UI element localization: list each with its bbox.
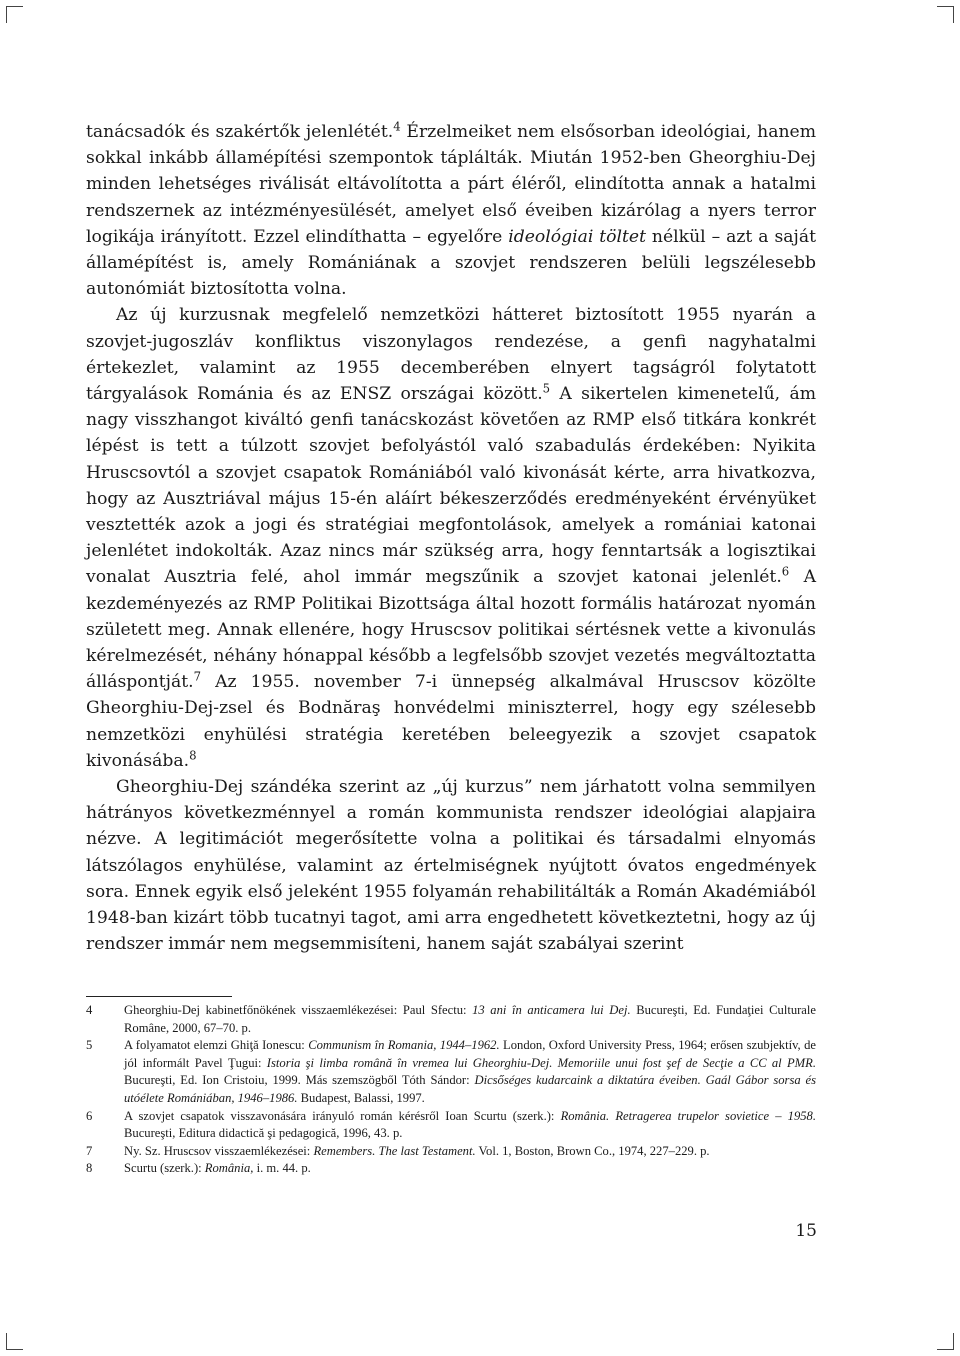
footnote-text xyxy=(124,1160,816,1178)
italic-text: Dicsőséges kudarcaink a diktatúra éveiben. Gaál Gábor sorsa és utóélete Romániában, 1946–1986. xyxy=(124,1073,816,1105)
italic-text: Remembers. The last Testament. xyxy=(313,1143,476,1158)
paragraph-3 xyxy=(86,774,816,957)
footnote-6 xyxy=(86,1108,816,1143)
text-run: nélkül – azt a saját államépítést is, amely Romániának a szovjet rendszeren belüli legszélesebb autonómiát biztosította volna. xyxy=(86,226,816,300)
italic-text: România. Retragerea trupelor sovietice – 1958. xyxy=(560,1108,816,1123)
footnote-ref: 4 xyxy=(393,119,401,134)
italic-text: Istoria şi limba română în vremea lui Gheorghiu-Dej. Memoriile unui fost şef de Secţie a CC al PMR. xyxy=(266,1055,816,1070)
italic-text: Communism în Romania, 1944–1962. xyxy=(308,1038,500,1053)
footnote-4 xyxy=(86,1002,816,1037)
footnote-5 xyxy=(86,1037,816,1107)
text-run: A szovjet csapatok visszavonására irányuló román kérésről Ioan Scurtu (szerk.): xyxy=(124,1108,561,1123)
text-run: A folyamatot elemzi Ghiţă Ionescu: xyxy=(124,1038,309,1053)
crop-mark-top-right xyxy=(937,6,954,23)
text-run: i. m. 44. p. xyxy=(253,1161,311,1176)
paragraph-1 xyxy=(86,119,816,302)
footnote-ref: 6 xyxy=(781,564,790,579)
text-run: A sikertelen kimenetelű, ám nagy visszhangot kiváltó genfi tanácskozást követően az RMP első titkára konkrét lépést is tett a túlzott szovjet befolyástól való szabadulás érdekében: Nyikita Hruscsovtól a szovjet csapatok Romániából való kivonását kérte, arra hivatkozva, hogy az Ausztriával május 15-én aláírt békeszerződés eredményeként érvényüket vesztették azok a jogi és stratégiai megfontolások, amelyek a romániai katonai jelenlétet indokolták. Azaz nincs már szükség arra, hogy fenntartsák a logisztikai vonalat Ausztria felé, ahol immár megszűnik a szovjet katonai jelenlét. xyxy=(86,384,816,588)
footnote-number: 5 xyxy=(86,1038,93,1053)
text-run: Vol. 1, Boston, Brown Co., 1974, 227–229. p. xyxy=(475,1143,710,1158)
text-run: tanácsadók és szakértők jelenlétét. xyxy=(86,122,394,142)
footnote-text xyxy=(124,1108,816,1143)
footnote-text xyxy=(124,1037,816,1107)
text-run: Ny. Sz. Hruscsov visszaemlékezései: xyxy=(124,1143,314,1158)
italic-text: ideológiai töltet xyxy=(508,226,646,247)
footnote-number: 4 xyxy=(86,1003,93,1017)
footnote-7 xyxy=(86,1143,816,1161)
paragraph-2 xyxy=(86,302,816,774)
text-run: Az 1955. november 7-i ünnepség alkalmával Hruscsov közölte Gheorghiu-Dej-zsel és Bodnăraş honvédelmi miniszterrel, hogy egy szélesebb nemzetközi enyhülési stratégia keretében beleegyezik a szovjet csapatok kivonásába. xyxy=(86,672,816,771)
footnote-number: 6 xyxy=(86,1108,93,1123)
body-text xyxy=(86,119,816,958)
footnote-number: 7 xyxy=(86,1143,93,1158)
text-run: Gheorghiu-Dej szándéka szerint az „új kurzus” nem járhatott volna semmilyen hátrányos következménnyel a román kommunista rendszer ideológiai alapjaira nézve. A legitimációt megerősítette volna a politikai és társadalmi elnyomás látszólagos enyhülése, valamint az értelmiségnek nyújtott óvatos engedmények sora. Ennek egyik első jeleként 1955 folyamán rehabilitálták a Román Akadémiából 1948-ban kizárt több tucatnyi tagot, ami arra engedhetett következtetni, hogy az új rendszer immár nem megsemmisíteni, hanem saját szabályai szerint xyxy=(86,777,816,955)
footnote-ref: 7 xyxy=(193,669,202,684)
footnote-ref: 8 xyxy=(189,748,197,763)
page-number: 15 xyxy=(795,1221,817,1241)
crop-mark-bottom-right xyxy=(937,1333,954,1350)
footnotes xyxy=(86,1002,816,1178)
text-run: London, Oxford University Press, 1964; erősen szubjektív, de jól informált Pavel Ţugui: xyxy=(124,1038,816,1070)
text-run: Érzelmeiket nem elsősorban ideológiai, hanem sokkal inkább államépítési szempontok táplálták. Miután 1952-ben Gheorghiu-Dej minden lehetséges riválisát eltávolította a párt éléről, elindította annak a hatalmi rendszernek az intézményesülését, amelyet első éveiben kizárólag a nyers terror logikája irányított. Ezzel elindíthatta – egyelőre xyxy=(86,122,816,247)
footnote-ref: 5 xyxy=(542,381,551,396)
text-run: Bucureşti, Editura didactică şi pedagogică, 1996, 43. p. xyxy=(124,1126,403,1141)
text-run: Scurtu (szerk.): xyxy=(124,1161,205,1176)
footnote-text xyxy=(124,1143,816,1161)
italic-text: 13 ani în anticamera lui Dej. xyxy=(472,1003,631,1017)
crop-mark-top-left xyxy=(6,6,23,23)
text-run: Bucureşti, Ed. Ion Cristoiu, 1999. Más szemszögből Tóth Sándor: xyxy=(124,1073,475,1088)
text-run: Bucureşti, Ed. Fundaţiei Culturale Române, 2000, 67–70. p. xyxy=(124,1003,816,1035)
footnote-number: 8 xyxy=(86,1161,93,1176)
footnote-separator xyxy=(86,996,232,997)
footnote-8 xyxy=(86,1160,816,1178)
italic-text: România, xyxy=(204,1161,254,1176)
text-run: Gheorghiu-Dej kabinetfőnökének visszaemlékezései: Paul Sfectu: xyxy=(124,1003,473,1017)
crop-mark-bottom-left xyxy=(6,1333,23,1350)
footnote-text xyxy=(124,1002,816,1037)
text-run: A kezdeményezés az RMP Politikai Bizottsága által hozott formális határozat nyomán született meg. Annak ellenére, hogy Hruscsov politikai sértésnek vette a kivonulás kérelmezését, néhány hónappal később a legfelsőbb szovjet vezetés megváltoztatta álláspontját. xyxy=(86,567,816,693)
text-run: Budapest, Balassi, 1997. xyxy=(297,1090,425,1105)
text-run: Az új kurzusnak megfelelő nemzetközi hátteret biztosított 1955 nyarán a szovjet-jugoszláv konfliktus viszonylagos rendezése, a genfi nagyhatalmi értekezlet, valamint az 1955 decemberében elnyert tagságról folytatott tárgyalások Románia és az ENSZ országai között. xyxy=(86,305,816,405)
